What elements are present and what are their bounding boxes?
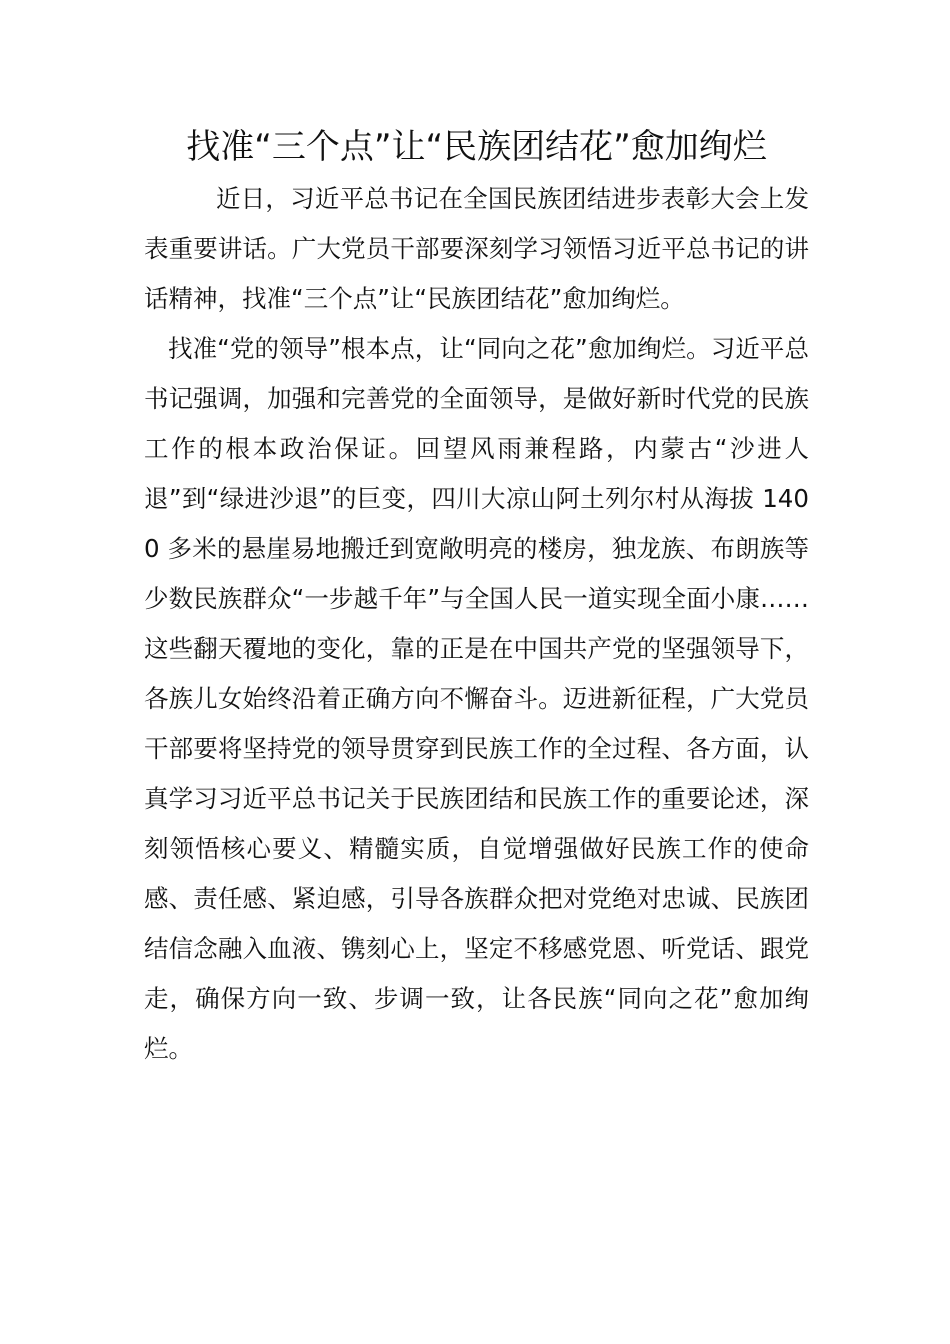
document-page	[144, 124, 809, 1074]
document-title: 找准“三个点”让“民族团结花”愈加绚烂	[186, 127, 767, 167]
paragraph-intro: 近日，习近平总书记在全国民族团结进步表彰大会上发表重要讲话。广大党员干部要深刻学习领悟习近平总书记的讲话精神，找准“三个点”让“民族团结花”愈加绚烂。	[144, 184, 809, 313]
paragraph-party-leadership: 找准“党的领导”根本点，让“同向之花”愈加绚烂。习近平总书记强调，加强和完善党的全面领导，是做好新时代党的民族工作的根本政治保证。回望风雨兼程路，内蒙古“沙进人退”到“绿进沙退”的巨变，四川大凉山阿土列尔村从海拔 1400 多米的悬崖易地搬迁到宽敞明亮的楼房，独龙族、布朗族等少数民族群众“一步越千年”与全国人民一道实现全面小康……这些翻天覆地的变化，靠的正是在中国共产党的坚强领导下，各族儿女始终沿着正确方向不懈奋斗。迈进新征程，广大党员干部要将坚持党的领导贯穿到民族工作的全过程、各方面，认真学习习近平总书记关于民族团结和民族工作的重要论述，深刻领悟核心要义、精髓实质，自觉增强做好民族工作的使命感、责任感、紧迫感，引导各族群众把对党绝对忠诚、民族团结信念融入血液、镌刻心上，坚定不移感党恩、听党话、跟党走，确保方向一致、步调一致，让各民族“同向之花”愈加绚烂。	[144, 334, 809, 1063]
